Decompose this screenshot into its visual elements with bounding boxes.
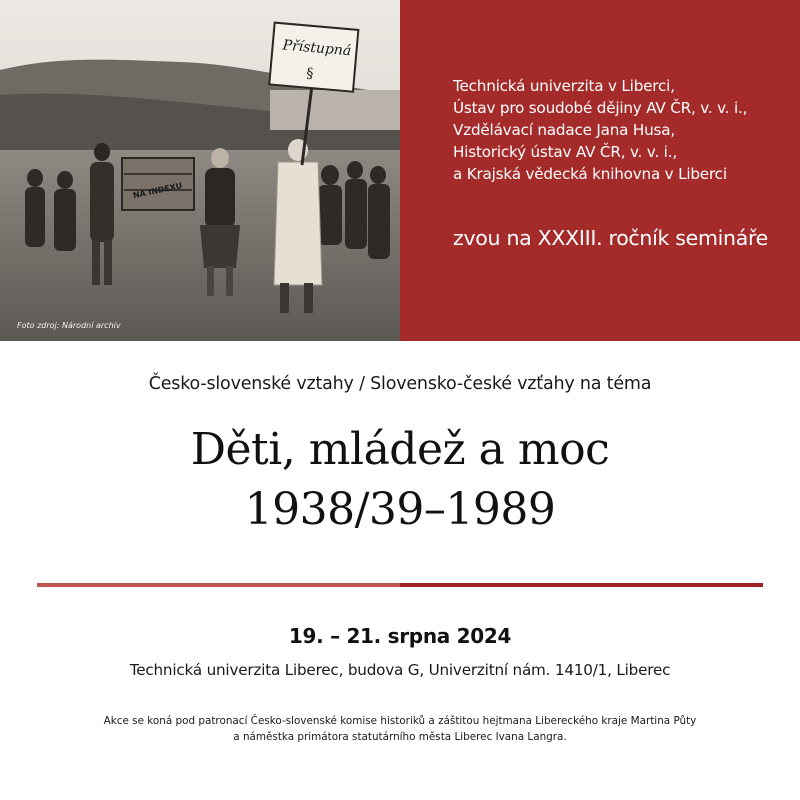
photo-building [270,90,400,130]
patronage-line-2: a náměstka primátora statutárního města Liberec Ivana Langra. [233,731,567,743]
photo-cart-label: NA INDEXU [132,181,184,201]
organizers-panel [400,0,800,341]
photo-sign-board [269,23,358,92]
organizer-item: Technická univerzita v Liberci, [453,77,675,95]
photo-illustration [0,0,400,341]
event-venue: Technická univerzita Liberec, budova G, Univerzitní nám. 1410/1, Liberec [129,661,671,679]
organizer-item: Ústav pro soudobé dějiny AV ČR, v. v. i., [453,99,748,117]
invitation-text: zvou na XXXIII. ročník semináře [453,226,768,250]
organizer-item: Historický ústav AV ČR, v. v. i., [453,143,677,161]
photo-credit: Foto zdroj: Národní archiv [17,321,121,330]
historical-photo [0,0,400,341]
organizers-list [453,75,747,185]
organizer-item: Vzdělávací nadace Jana Husa, [453,121,676,139]
organizer-item: a Krajská vědecká knihovna v Liberci [453,165,727,183]
photo-sign-label: Přístupná [282,37,352,60]
event-title-line-1: Děti, mládež a moc [190,424,610,475]
event-title-line-2: 1938/39–1989 [244,484,556,535]
photo-book-cart [122,158,194,210]
patronage-note [0,713,800,745]
header-banner [0,0,800,341]
patronage-line-1: Akce se koná pod patronací Česko-slovenské komise historiků a záštitou hejtmana Libereckého kraje Martina Půty [103,715,697,727]
series-title: Česko-slovenské vztahy / Slovensko-české vzťahy na téma [148,374,652,394]
divider-right [400,583,763,587]
divider-left [37,583,400,587]
divider [37,583,763,587]
photo-sign-symbol: § [305,65,315,83]
event-title [0,420,800,540]
event-date: 19. – 21. srpna 2024 [288,624,512,648]
